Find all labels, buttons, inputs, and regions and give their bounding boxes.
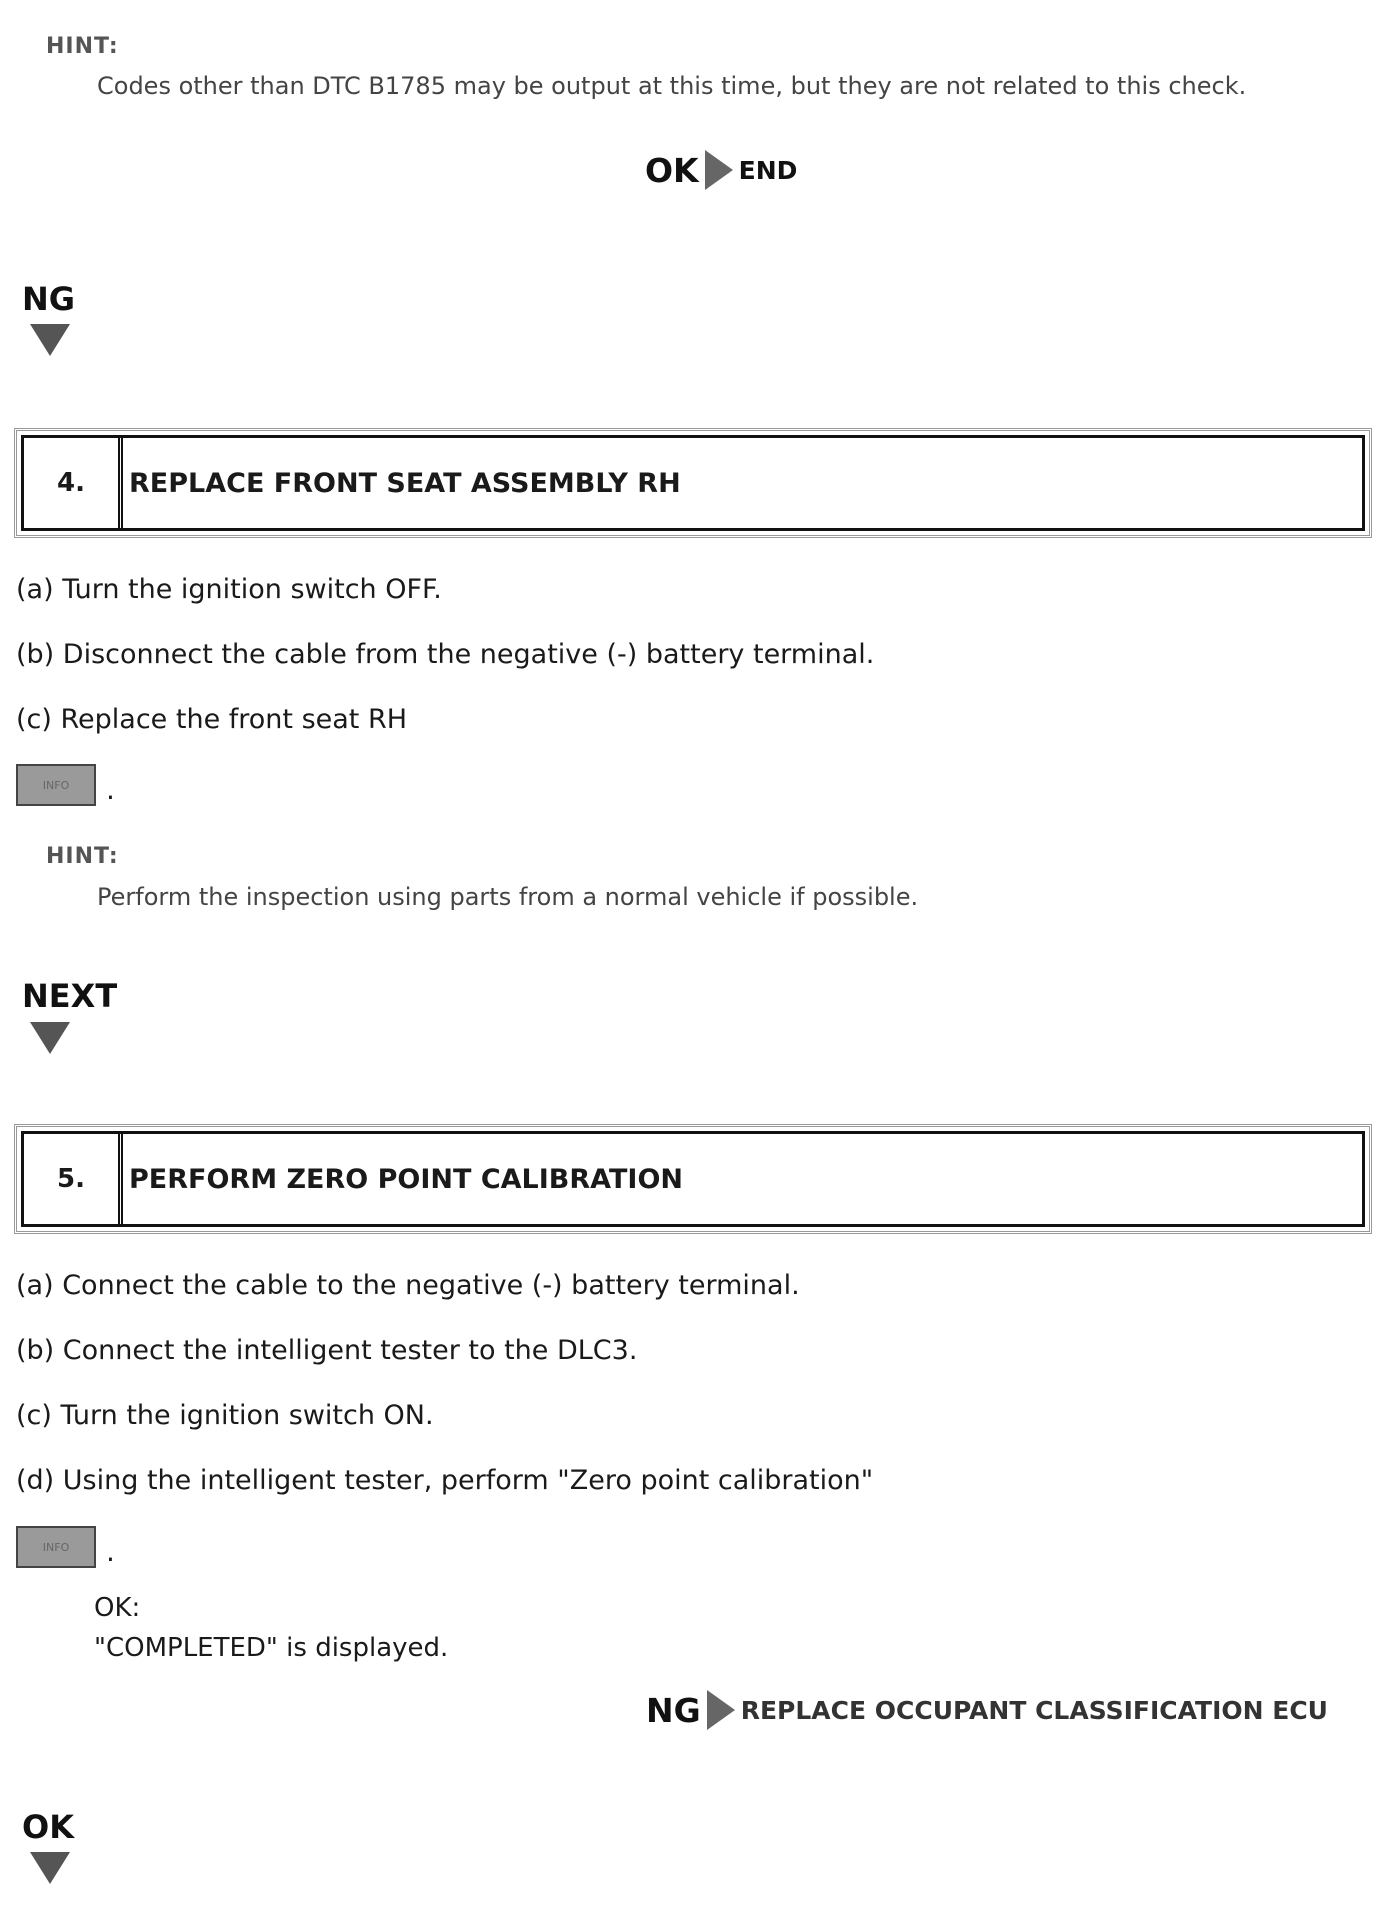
step5-line-a: (a) Connect the cable to the negative (-) battery terminal. [16,1270,800,1301]
step5-line-d: (d) Using the intelligent tester, perform "Zero point calibration" [16,1465,874,1496]
ok-criteria-label: OK: [94,1593,141,1623]
branch-end-dest: END [738,155,798,185]
right-arrow-icon [705,150,733,190]
step5-line-c: (c) Turn the ignition switch ON. [16,1400,434,1431]
flow-label-ok: OK [22,1808,74,1846]
step5-line-b: (b) Connect the intelligent tester to the DLC3. [16,1335,638,1366]
info-icon[interactable]: INFO [16,1526,96,1568]
info-trailing-dot: . [106,773,115,806]
branch-replace-dest: REPLACE OCCUPANT CLASSIFICATION ECU [740,1695,1328,1725]
flow-label-ng: NG [22,280,76,318]
step5-info-row [16,1526,115,1568]
ok-criteria [94,1588,448,1668]
flow-label-next: NEXT [22,977,118,1015]
branch-ok-end [645,150,797,190]
step4-line-b: (b) Disconnect the cable from the negative (-) battery terminal. [16,639,875,670]
hint-label: HINT: [46,34,119,59]
step-5-header [14,1124,1372,1234]
step4-line-c: (c) Replace the front seat RH [16,704,408,735]
down-arrow-icon [30,324,70,356]
step-title: REPLACE FRONT SEAT ASSEMBLY RH [129,467,681,499]
down-arrow-icon [30,1022,70,1054]
branch-ng-replace [646,1690,1328,1730]
hint-label: HINT: [46,844,119,869]
branch-ng-label: NG [646,1690,701,1730]
hint-text: Perform the inspection using parts from a normal vehicle if possible. [97,883,919,911]
step-number: 5. [24,1134,123,1224]
hint-text: Codes other than DTC B1785 may be output at this time, but they are not related to this check. [97,72,1247,100]
info-trailing-dot: . [106,1535,115,1568]
step-title: PERFORM ZERO POINT CALIBRATION [129,1163,683,1195]
right-arrow-icon [707,1690,735,1730]
info-icon[interactable]: INFO [16,764,96,806]
down-arrow-icon [30,1852,70,1884]
step-number: 4. [24,438,123,528]
step4-line-a: (a) Turn the ignition switch OFF. [16,574,442,605]
step-4-header [14,428,1372,538]
step4-info-row [16,764,115,806]
branch-ok-label: OK [645,150,699,190]
ok-criteria-text: "COMPLETED" is displayed. [94,1633,449,1663]
